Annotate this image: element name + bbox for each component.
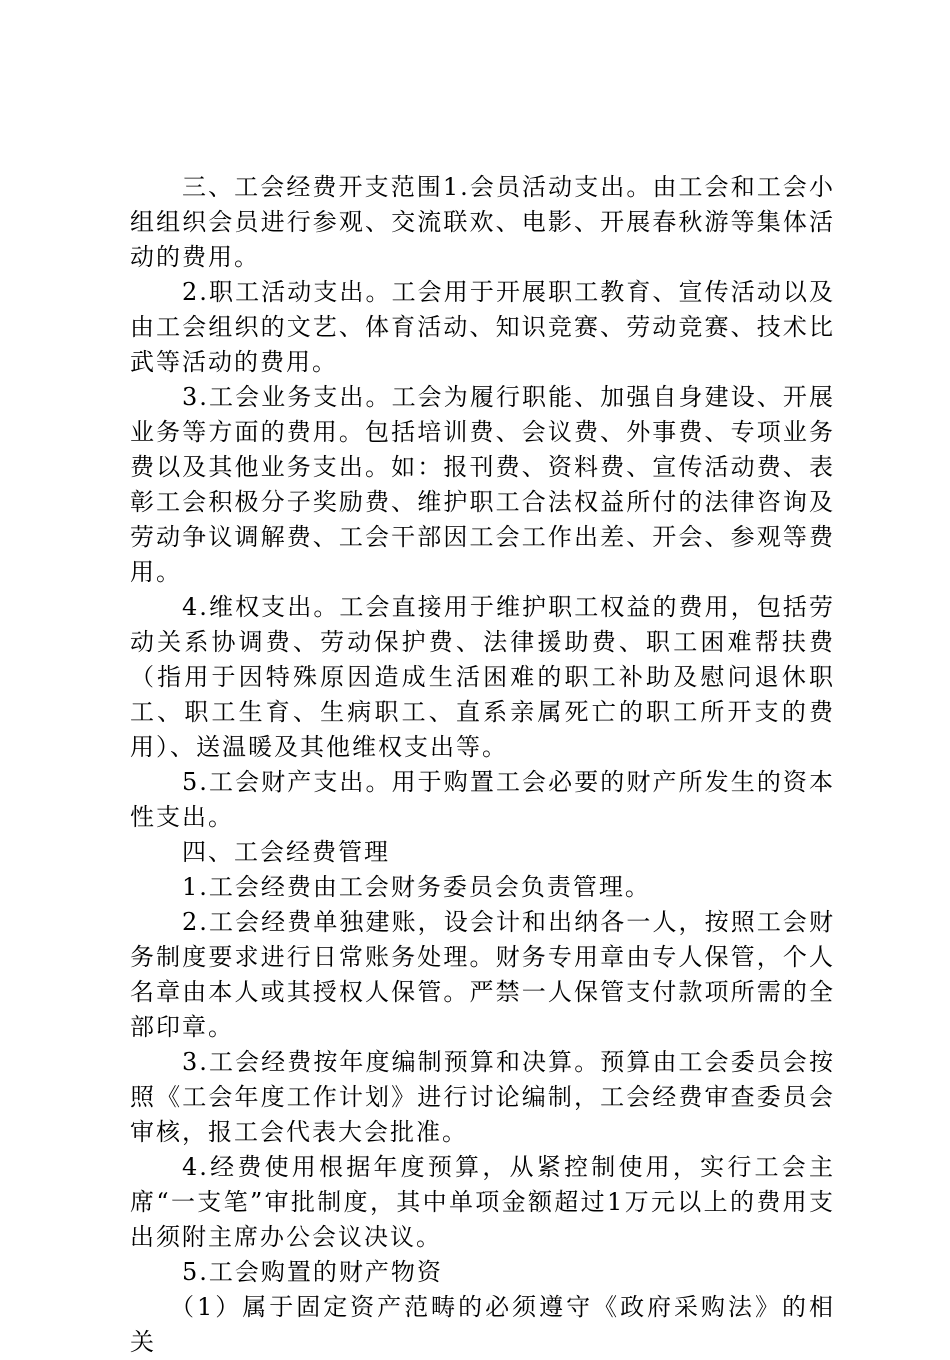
- paragraph-item-5-property-expenses: 5.工会财产支出。用于购置工会必要的财产所发生的资本性支出。: [130, 768, 835, 831]
- paragraph-management-1: 1.工会经费由工会财务委员会负责管理。: [182, 873, 651, 901]
- paragraph-management-2: 2.工会经费单独建账，设会计和出纳各一人，按照工会财务制度要求进行日常账务处理。财务专用章由专人保管，个人名章由本人或其授权人保管。严禁一人保管支付款项所需的全部印章。: [130, 908, 835, 1041]
- paragraph-management-3: 3.工会经费按年度编制预算和决算。预算由工会委员会按照《工会年度工作计划》进行讨论编制，工会经费审查委员会审核，报工会代表大会批准。: [130, 1048, 835, 1146]
- paragraph-section-3-item-1: 三、工会经费开支范围1.会员活动支出。由工会和工会小组组织会员进行参观、交流联欢、电影、开展春秋游等集体活动的费用。: [130, 173, 835, 271]
- paragraph-management-5: 5.工会购置的财产物资: [182, 1258, 443, 1286]
- paragraph-item-3-business-expenses: 3.工会业务支出。工会为履行职能、加强自身建设、开展业务等方面的费用。包括培训费、会议费、外事费、专项业务费以及其他业务支出。如：报刊费、资料费、宣传活动费、表彰工会积极分子奖励费、维护职工合法权益所付的法律咨询及劳动争议调解费、工会干部因工会工作出差、开会、参观等费用。: [130, 383, 835, 586]
- paragraph-item-4-rights-protection: 4.维权支出。工会直接用于维护职工权益的费用，包括劳动关系协调费、劳动保护费、法律援助费、职工困难帮扶费（指用于因特殊原因造成生活困难的职工补助及慰问退休职工、职工生育、生病职工、直系亲属死亡的职工所开支的费用）、送温暖及其他维权支出等。: [130, 593, 835, 761]
- paragraph-management-4: 4.经费使用根据年度预算，从紧控制使用，实行工会主席“一支笔”审批制度，其中单项金额超过1万元以上的费用支出须附主席办公会议决议。: [130, 1153, 835, 1251]
- paragraph-subitem-1: （1）属于固定资产范畴的必须遵守《政府采购法》的相关: [130, 1293, 835, 1356]
- document-body: [130, 170, 835, 1360]
- section-heading-4: 四、工会经费管理: [182, 838, 390, 866]
- paragraph-item-2-staff-activities: 2.职工活动支出。工会用于开展职工教育、宣传活动以及由工会组织的文艺、体育活动、知识竞赛、劳动竞赛、技术比武等活动的费用。: [130, 278, 835, 376]
